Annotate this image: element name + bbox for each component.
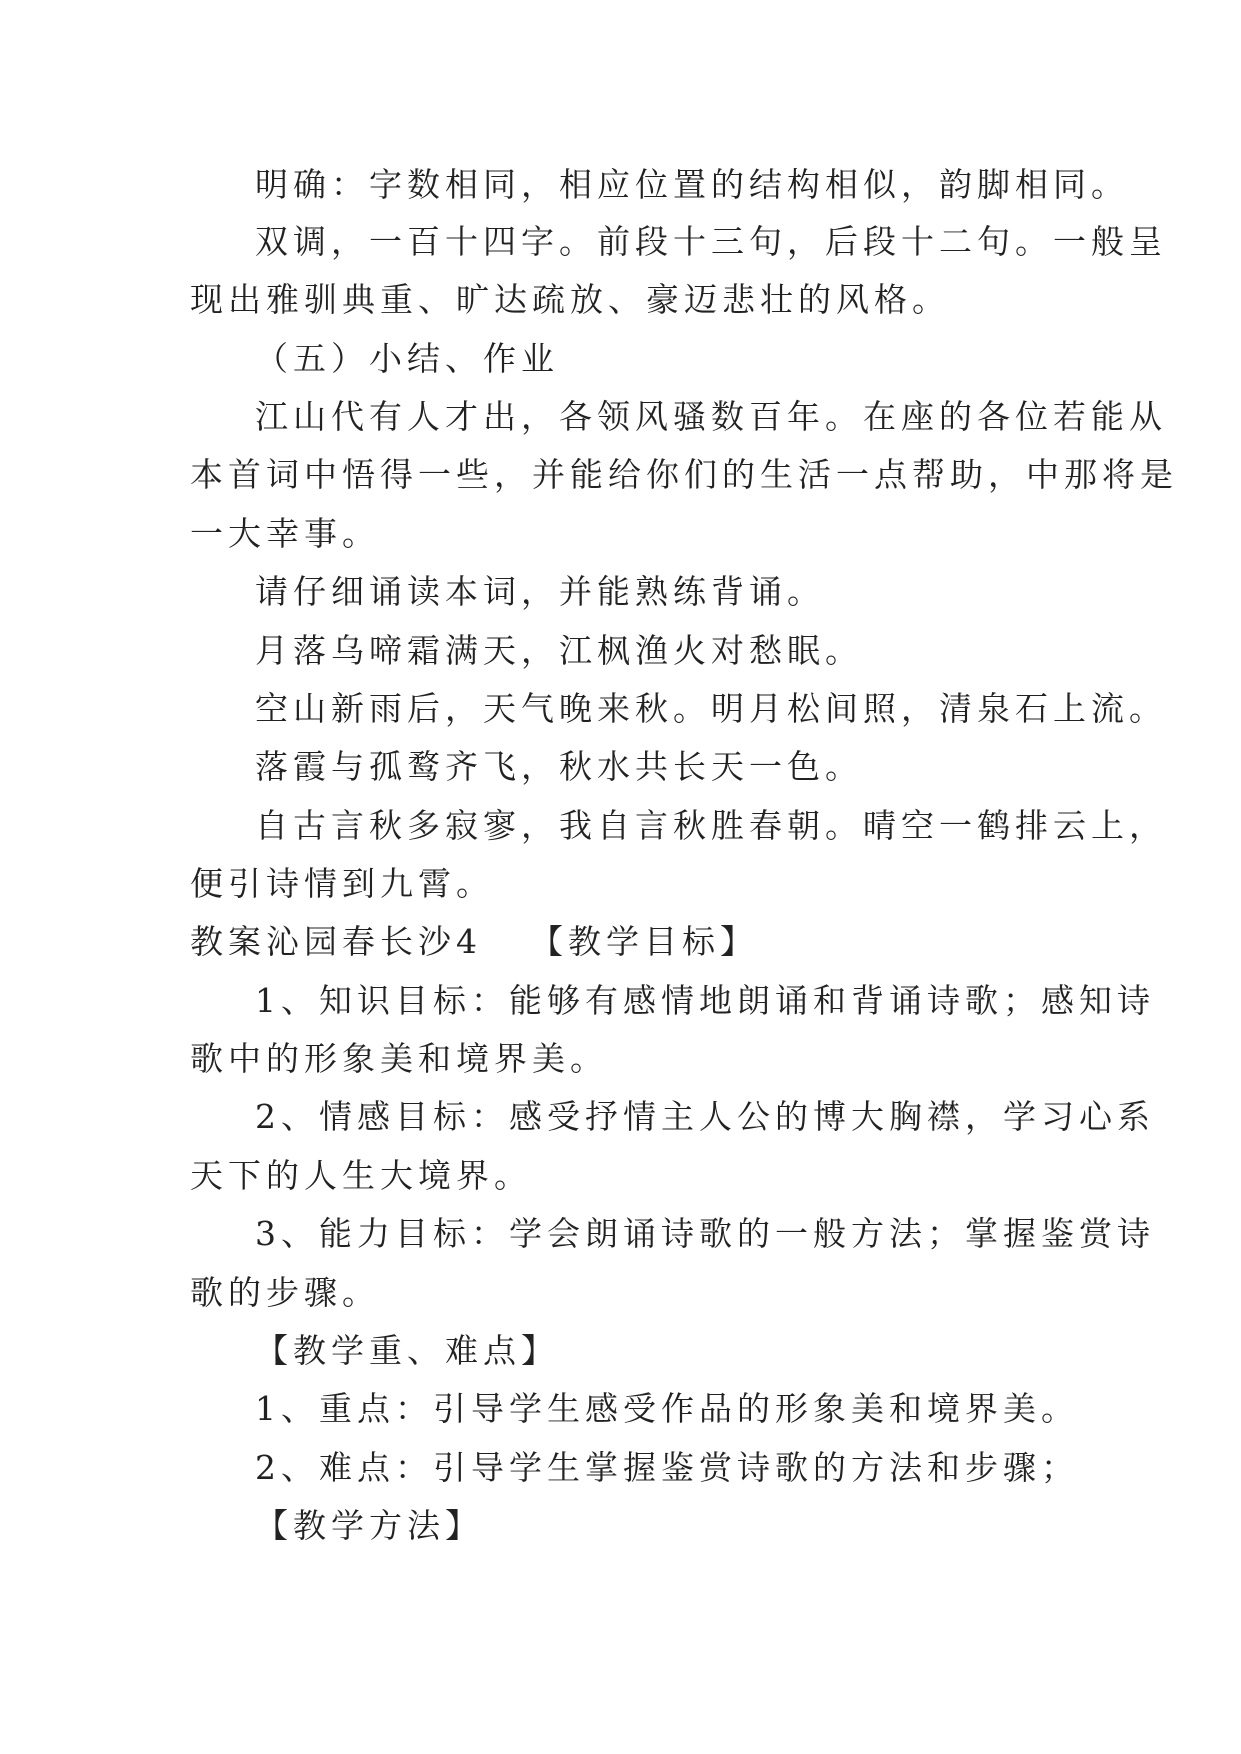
text-line: 1、重点：引导学生感受作品的形象美和境界美。	[255, 1389, 1079, 1428]
text-line: 江山代有人才出，各领风骚数百年。在座的各位若能从	[255, 397, 1167, 436]
poem-line: 空山新雨后，天气晚来秋。明月松间照，清泉石上流。	[255, 689, 1167, 728]
poem-line: 便引诗情到九霄。	[190, 864, 494, 903]
section-heading: 【教学重、难点】	[255, 1331, 559, 1370]
document-title: 教案沁园春长沙4	[190, 922, 482, 961]
text-line: 歌中的形象美和境界美。	[190, 1039, 608, 1078]
section-heading: （五）小结、作业	[255, 339, 559, 378]
text-line: 歌的步骤。	[190, 1273, 380, 1312]
poem-line: 落霞与孤鹜齐飞，秋水共长天一色。	[255, 747, 863, 786]
text-line: 3、能力目标：学会朗诵诗歌的一般方法；掌握鉴赏诗	[255, 1214, 1155, 1253]
text-line: 请仔细诵读本词，并能熟练背诵。	[255, 572, 825, 611]
text-line: 1、知识目标：能够有感情地朗诵和背诵诗歌；感知诗	[255, 981, 1155, 1020]
section-heading: 【教学方法】	[255, 1506, 483, 1545]
text-line: 明确：字数相同，相应位置的结构相似，韵脚相同。	[255, 165, 1129, 204]
text-line: 2、难点：引导学生掌握鉴赏诗歌的方法和步骤；	[255, 1448, 1079, 1487]
section-heading: 【教学目标】	[530, 922, 758, 961]
text-line: 现出雅驯典重、旷达疏放、豪迈悲壮的风格。	[190, 280, 950, 319]
text-line: 双调，一百十四字。前段十三句，后段十二句。一般呈	[255, 222, 1167, 261]
text-line: 2、情感目标：感受抒情主人公的博大胸襟，学习心系	[255, 1097, 1155, 1136]
poem-line: 月落乌啼霜满天，江枫渔火对愁眠。	[255, 631, 863, 670]
text-line: 本首词中悟得一些，并能给你们的生活一点帮助，中那将是	[190, 455, 1178, 494]
text-line: 天下的人生大境界。	[190, 1156, 532, 1195]
poem-line: 自古言秋多寂寥，我自言秋胜春朝。晴空一鹤排云上，	[255, 806, 1167, 845]
text-line: 一大幸事。	[190, 514, 380, 553]
